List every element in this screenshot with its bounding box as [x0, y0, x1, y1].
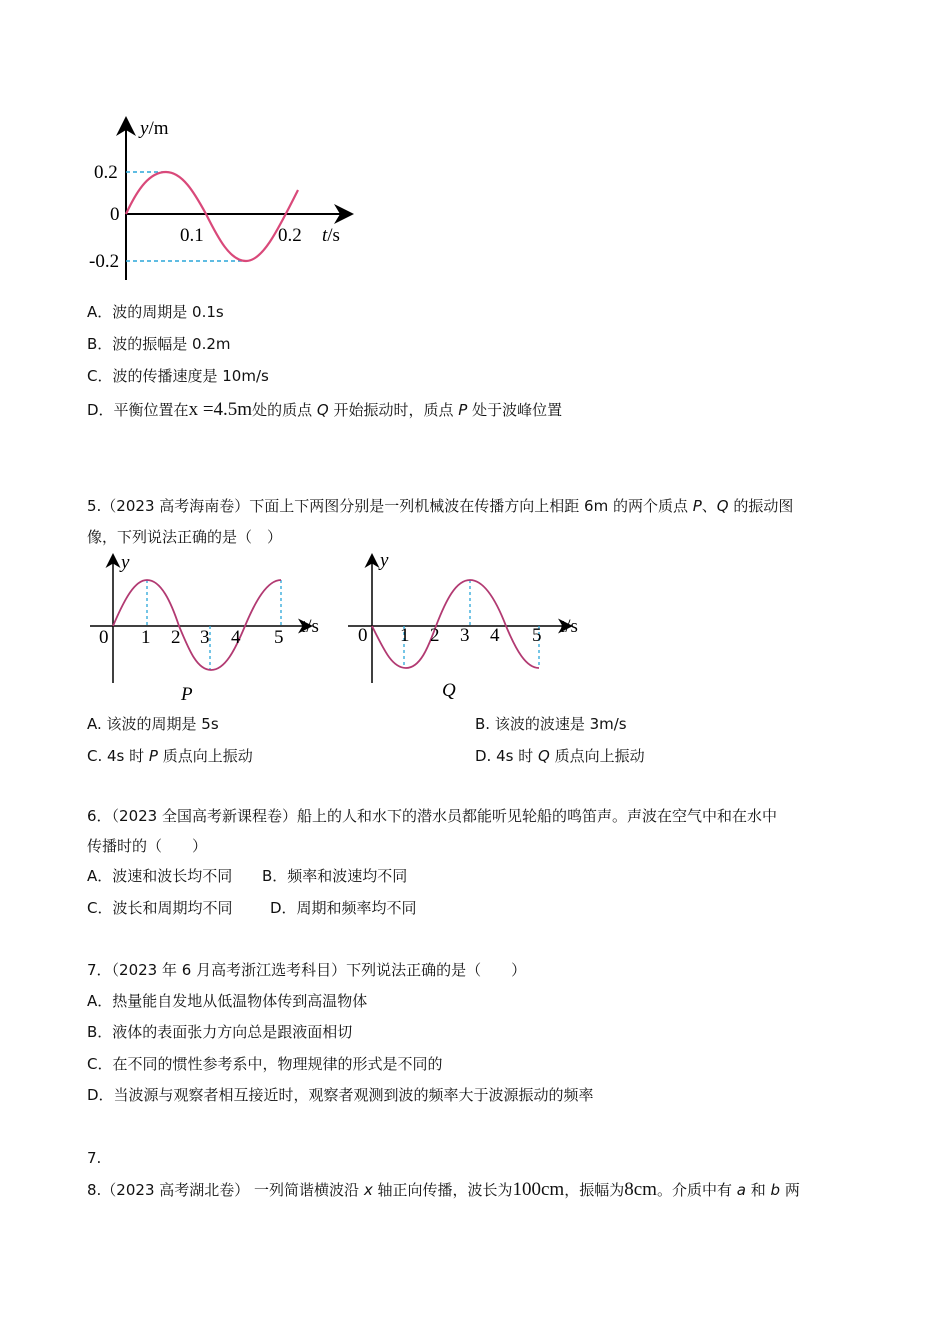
y-axis-label: y/m	[140, 118, 169, 139]
q6-option-a: A．波速和波长均不同	[87, 867, 233, 885]
q4-option-b: B．波的振幅是 0.2m	[87, 335, 231, 353]
svg-text:5: 5	[532, 625, 542, 646]
math-x-4.5m: x =4.5m	[188, 399, 253, 420]
p-caption: P	[181, 684, 193, 705]
q5-option-b: B. 该波的波速是 3m/s	[475, 715, 627, 733]
p-x-label: t/s	[301, 616, 319, 637]
y-tick-0: 0	[110, 204, 120, 225]
svg-text:4: 4	[231, 627, 241, 648]
q-caption: Q	[442, 680, 456, 701]
svg-text:1: 1	[141, 627, 151, 648]
q5-stem-line2: 像，下列说法正确的是（ ）	[87, 528, 283, 546]
q8-stem: 8.（2023 高考湖北卷） 一列简谐横波沿 x 轴正向传播，波长为100cm，振幅为8cm。介质中有 a 和 b 两	[87, 1179, 800, 1200]
y-tick-0.2: 0.2	[94, 162, 118, 183]
stray-number: 7.	[87, 1149, 102, 1167]
q5-option-d: D. 4s 时 Q 质点向上振动	[475, 747, 645, 765]
q7-option-c: C．在不同的惯性参考系中，物理规律的形式是不同的	[87, 1055, 443, 1073]
y-tick--0.2: -0.2	[89, 251, 120, 272]
q4-option-c: C．波的传播速度是 10m/s	[87, 367, 269, 385]
svg-text:0: 0	[99, 627, 109, 648]
q4-option-a: A．波的周期是 0.1s	[87, 303, 224, 321]
sine-curve	[126, 172, 298, 261]
q6-option-b: B．频率和波速均不同	[262, 867, 408, 885]
q7-option-a: A．热量能自发地从低温物体传到高温物体	[87, 992, 368, 1010]
q5-option-a: A. 该波的周期是 5s	[87, 715, 219, 733]
q4-option-d: D．平衡位置在x =4.5m处的质点 Q 开始振动时，质点 P 处于波峰位置	[87, 399, 563, 420]
svg-text:1: 1	[400, 625, 410, 646]
q5-stem-line1: 5.（2023 高考海南卷）下面上下两图分别是一列机械波在传播方向上相距 6m 的两个质点 P、Q 的振动图	[87, 497, 794, 515]
svg-text:0: 0	[358, 625, 368, 646]
svg-text:2: 2	[171, 627, 181, 648]
x-tick-0.2: 0.2	[278, 225, 302, 246]
q7-option-b: B．液体的表面张力方向总是跟液面相切	[87, 1023, 353, 1041]
q6-stem-line1: 6．（2023 全国高考新课程卷）船上的人和水下的潜水员都能听见轮船的鸣笛声。声波在空气中和在水中	[87, 807, 777, 825]
p-y-label: y	[121, 552, 130, 573]
q-x-label: t/s	[560, 616, 578, 637]
x-axis-label: t/s	[322, 225, 340, 246]
svg-text:5: 5	[274, 627, 284, 648]
q6-stem-line2: 传播时的（ ）	[87, 837, 208, 855]
svg-text:3: 3	[200, 627, 210, 648]
p-sine-curve	[113, 580, 281, 670]
svg-text:2: 2	[430, 625, 440, 646]
svg-text:4: 4	[490, 625, 500, 646]
q5-option-c: C. 4s 时 P 质点向上振动	[87, 747, 253, 765]
q-y-label: y	[380, 550, 389, 571]
math-8cm: 8cm	[624, 1179, 657, 1200]
x-tick-0.1: 0.1	[180, 225, 204, 246]
vibration-graph-q	[340, 550, 590, 710]
svg-text:3: 3	[460, 625, 470, 646]
q-sine-curve	[372, 580, 539, 668]
q7-option-d: D．当波源与观察者相互接近时，观察者观测到波的频率大于波源振动的频率	[87, 1086, 594, 1104]
math-100cm: 100cm	[512, 1179, 565, 1200]
q7-stem: 7．（2023 年 6 月高考浙江选考科目）下列说法正确的是（ ）	[87, 961, 527, 979]
q6-option-d: D．周期和频率均不同	[270, 899, 417, 917]
vibration-graph-p	[85, 550, 335, 710]
wave-graph-1	[80, 110, 370, 290]
q6-option-c: C．波长和周期均不同	[87, 899, 233, 917]
